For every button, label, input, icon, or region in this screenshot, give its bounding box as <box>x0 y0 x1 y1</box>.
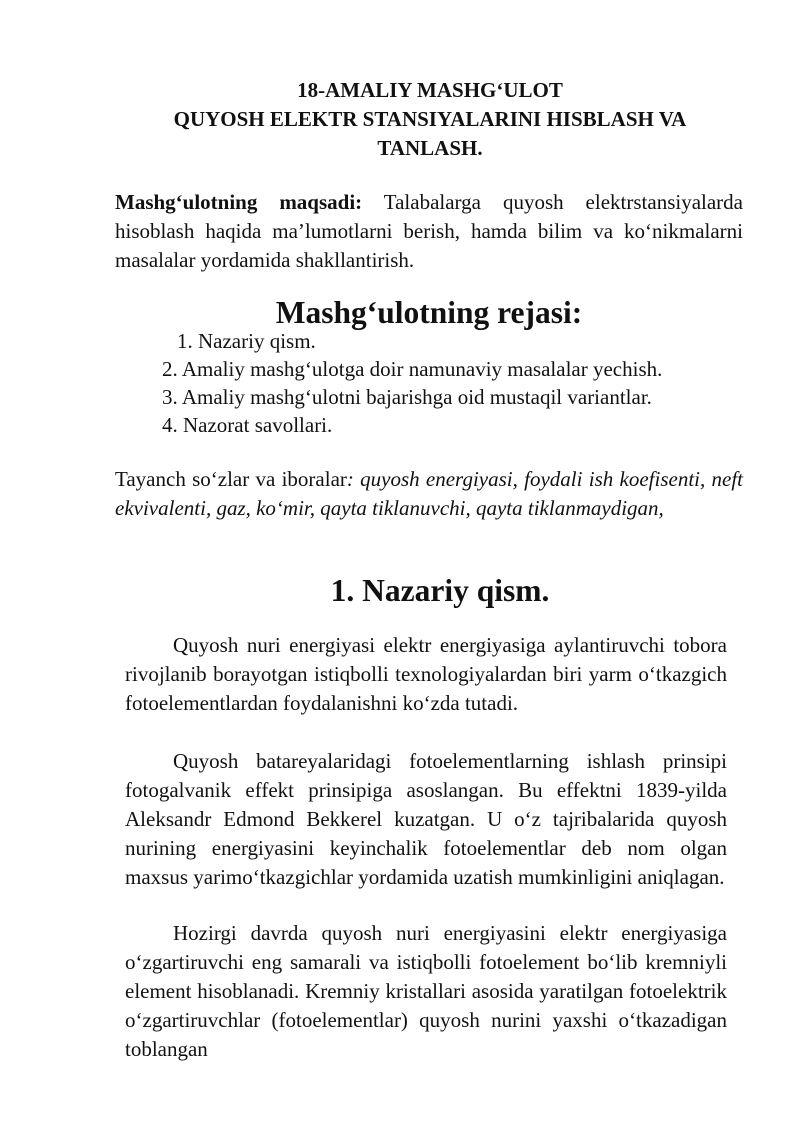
keywords-paragraph <box>115 465 743 523</box>
purpose-text: Talabalarga quyosh elektrstansiyalarda hisoblash haqida ma’lumotlarni berish, hamda bilim va ko‘nikmalarni masalalar yordamida shakllantirish. <box>115 190 743 272</box>
plan-item-questions: 4. Nazorat savollari. <box>162 413 333 437</box>
plan-item-theory: 1. Nazariy qism. <box>177 329 316 353</box>
plan-heading: Mashg‘ulotning rejasi: <box>275 295 583 330</box>
section-heading: 1. Nazariy qism. <box>330 573 550 608</box>
document-title-line-1: 18-AMALIY MASHG‘ULOT <box>297 78 563 102</box>
purpose-paragraph <box>115 188 743 275</box>
document-title-line-2: QUYOSH ELEKTR STANSIYALARINI HISBLASH VA <box>173 107 687 131</box>
body-paragraph: Quyosh batareyalaridagi fotoelementlarning ishlash prinsipi fotogalvanik effekt prinsipiga asoslangan. Bu effektni 1839-yilda Aleksandr Edmond Bekkerel kuzatgan. U o‘z tajribalarida quyosh nurining energiyasini keyinchalik fotoelementlar deb nom olgan maxsus yarimo‘tkazgichlar yordamida uzatish mumkinligini aniqlagan. <box>125 749 727 889</box>
body-paragraph: Quyosh nuri energiyasi elektr energiyasiga aylantiruvchi tobora rivojlanib borayotgan istiqbolli texnologiyalardan biri yarm o‘tkazgich fotoelementlardan foydalanishni ko‘zda tutadi. <box>125 633 727 715</box>
plan-item-examples: 2. Amaliy mashg‘ulotga doir namunaviy masalalar yechish. <box>162 357 663 381</box>
document-title-line-3: TANLASH. <box>377 136 483 160</box>
body-paragraph: Hozirgi davrda quyosh nuri energiyasini elektr energiyasiga o‘zgartiruvchi eng samarali va istiqbolli fotoelement bo‘lib kremniyli element hisoblanadi. Kremniy kristallari asosida yaratilgan fotoelektrik o‘zgartiruvchlar (fotoelementlar) quyosh nurini yaxshi o‘tkazadigan toblangan <box>125 921 727 1061</box>
keywords-terms: : quyosh energiyasi, foydali ish koefisenti, neft ekvivalenti, gaz, ko‘mir, qayta tiklanuvchi, qayta tiklanmaydigan, <box>115 467 743 520</box>
plan-item-variants: 3. Amaliy mashg‘ulotni bajarishga oid mustaqil variantlar. <box>162 385 652 409</box>
purpose-label: Mashg‘ulotning maqsadi: <box>115 190 363 214</box>
keywords-label: Tayanch so‘zlar va iboralar <box>115 467 347 491</box>
